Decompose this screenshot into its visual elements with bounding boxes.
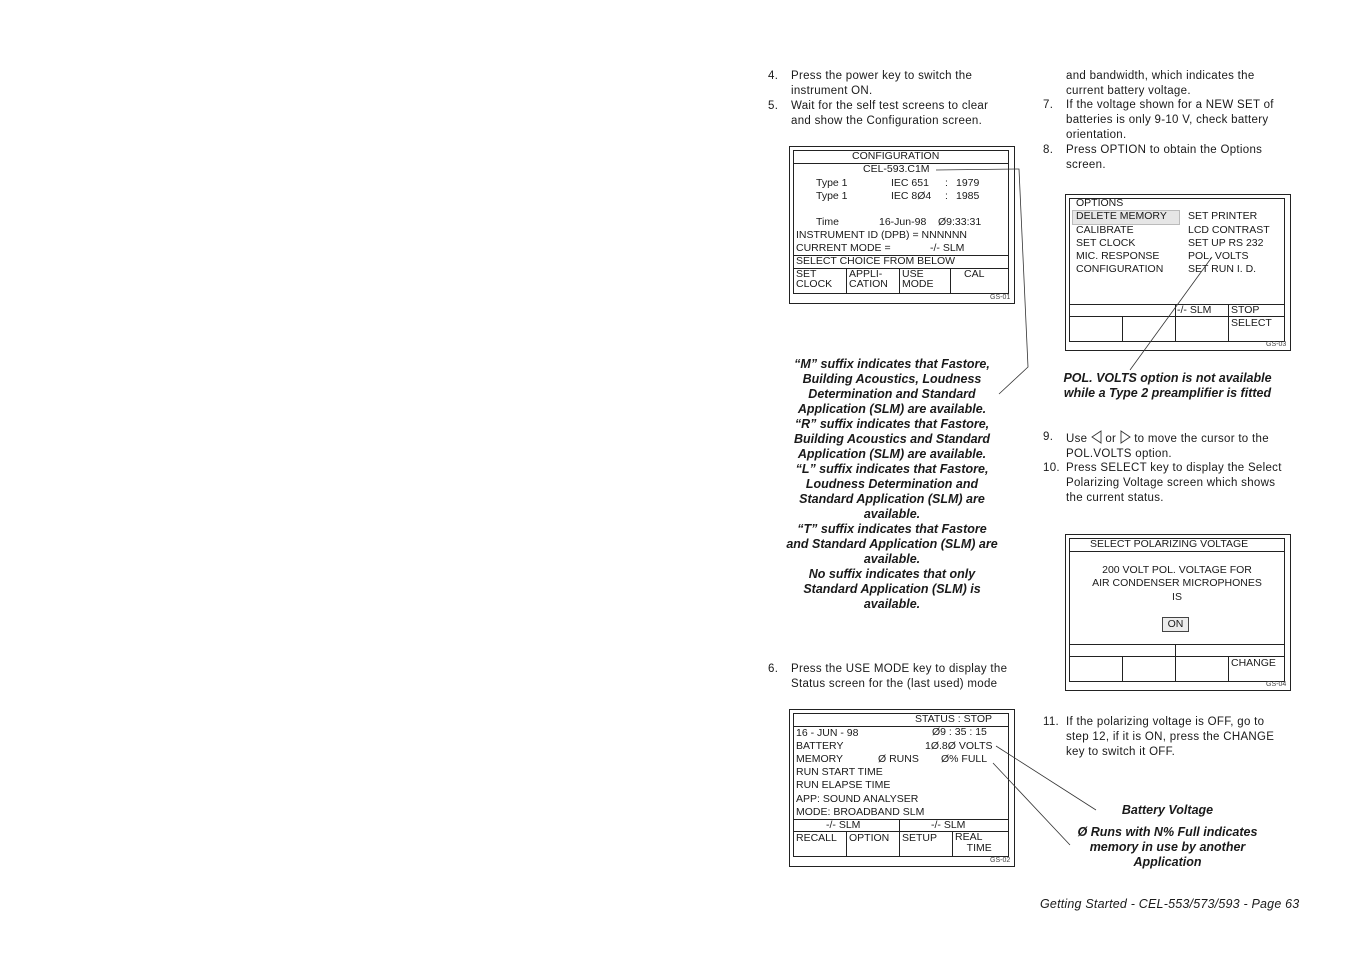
step-number: 10.	[1043, 462, 1060, 474]
instrument-id: INSTRUMENT ID (DPB) = NNNNNN	[796, 229, 968, 241]
battery-voltage-note: Battery Voltage	[1121, 803, 1214, 817]
softkey-stop[interactable]: STOP	[1231, 304, 1260, 316]
step-number: 5.	[768, 100, 779, 112]
figure-ref: GS-04	[1266, 681, 1287, 688]
option-set-clock[interactable]: SET CLOCK	[1076, 237, 1136, 249]
step-text: Press OPTION to obtain the Options screen.	[1066, 144, 1263, 171]
model-number: CEL-593.C1M	[863, 163, 930, 175]
polarizing-voltage-screen: SELECT POLARIZING VOLTAGE 200 VOLT POL. VOLTAGE FOR AIR CONDENSER MICROPHONES IS ON CHANGE GS-04	[1065, 534, 1291, 691]
step-text: If the polarizing voltage is OFF, go to step 12, if it is ON, press the CHANGE key to switch it OFF.	[1066, 716, 1275, 758]
status-title: STATUS : STOP	[915, 713, 993, 725]
options-screen: OPTIONS DELETE MEMORY CALIBRATE SET CLOCK MIC. RESPONSE CONFIGURATION SET PRINTER LCD CONTRAST SET UP RS 232 POL. VOLTS SET RUN I. D. -/- SLM STOP SELECT GS-03	[1065, 194, 1291, 351]
option-configuration[interactable]: CONFIGURATION	[1076, 263, 1164, 275]
option-calibrate[interactable]: CALIBRATE	[1076, 224, 1134, 236]
memory-full: Ø% FULL	[941, 753, 988, 765]
screen-title: OPTIONS	[1076, 197, 1124, 209]
step-text: and bandwidth, which indicates the current battery voltage.	[1066, 70, 1255, 97]
step-text: Press the power key to switch the instrument ON.	[791, 70, 973, 97]
current-mode-value: -/- SLM	[930, 242, 965, 254]
status-clock: Ø9 : 35 : 15	[932, 726, 987, 738]
softkey-recall[interactable]: RECALL	[796, 832, 837, 844]
suffix-note: “M” suffix indicates that Fastore, Building Acoustics, Loudness Determination and Standard Application (SLM) are available. “R” suffix indicates that Fastore, Building Acoustics and Standard Application (SLM) are available. “L” suffix indicates that Fastore, Loudness Determination and Standard Application (SLM) are available. “T” suffix indicates that Fastore and Standard Application (SLM) are available. No suffix indicates that only Standard Application (SLM) is available.	[786, 357, 998, 611]
option-pol-volts[interactable]: POL. VOLTS	[1188, 250, 1249, 262]
softkey-real-time[interactable]: REAL TIME	[955, 831, 992, 854]
configuration-screen: CONFIGURATION CEL-593.C1M Type 1 IEC 651 : 1979 Type 1 IEC 8Ø4 : 1985 Time 16-Jun-98 Ø9:33:31 INSTRUMENT ID (DPB) = NNNNNN CURRENT MODE = -/- SLM SELECT CHOICE FROM BELOW SET CLOCK APPLI- CATION USE MODE CAL GS-01	[789, 146, 1015, 304]
softkey-change[interactable]: CHANGE	[1231, 657, 1276, 669]
step-text: Press the USE MODE key to display the Status screen for the (last used) mode	[791, 663, 1008, 690]
step-text: If the voltage shown for a NEW SET of batteries is only 9-10 V, check battery orientation.	[1066, 99, 1274, 141]
page-footer: Getting Started - CEL-553/573/593 - Page 63	[1040, 897, 1300, 911]
screen-title: SELECT POLARIZING VOLTAGE	[1090, 538, 1249, 550]
softkey-application[interactable]: APPLI- CATION	[849, 268, 888, 290]
figure-ref: GS-03	[1266, 341, 1287, 348]
option-mic-response[interactable]: MIC. RESPONSE	[1076, 250, 1160, 262]
memory-runs: Ø RUNS	[878, 753, 919, 765]
step-number: 8.	[1043, 144, 1054, 156]
option-delete-memory[interactable]: DELETE MEMORY	[1076, 210, 1167, 222]
option-set-up-rs232[interactable]: SET UP RS 232	[1188, 237, 1264, 249]
step-text: Use or to move the cursor to the POL.VOLTS option.	[1066, 430, 1269, 462]
step-number: 4.	[768, 70, 779, 82]
status-date: 16 - JUN - 98	[796, 727, 859, 739]
pol-volts-note: POL. VOLTS option is not available while a Type 2 preamplifier is fitted	[1063, 371, 1272, 400]
figure-ref: GS-02	[990, 857, 1011, 864]
battery-voltage-value: 1Ø.8Ø VOLTS	[925, 740, 993, 752]
option-set-printer[interactable]: SET PRINTER	[1188, 210, 1258, 222]
softkey-option[interactable]: OPTION	[849, 832, 890, 844]
option-lcd-contrast[interactable]: LCD CONTRAST	[1188, 224, 1270, 236]
softkey-cal[interactable]: CAL	[964, 268, 985, 280]
step-number: 11.	[1043, 716, 1060, 728]
pol-volts-leader	[1130, 257, 1212, 370]
softkey-use-mode[interactable]: USE MODE	[902, 268, 934, 290]
runs-full-note: Ø Runs with N% Full indicates memory in use by another Application	[1077, 825, 1258, 869]
step-number: 9.	[1043, 431, 1054, 443]
status-screen: STATUS : STOP 16 - JUN - 98 Ø9 : 35 : 15 BATTERY 1Ø.8Ø VOLTS MEMORY Ø RUNS Ø% FULL RUN START TIME RUN ELAPSE TIME APP: SOUND ANALYSER MODE: BROADBAND SLM -/- SLM -/- SLM RECALL OPTION SETUP REAL TIME GS-02	[789, 709, 1015, 867]
softkey-setup[interactable]: SETUP	[902, 832, 938, 844]
softkey-select[interactable]: SELECT	[1231, 317, 1272, 329]
battery-voltage-leader	[996, 746, 1096, 810]
step-number: 6.	[768, 663, 779, 675]
step-text: Wait for the self test screens to clear and show the Configuration screen.	[791, 100, 989, 127]
polarizing-state-on: ON	[1162, 617, 1189, 632]
figure-ref: GS-01	[990, 294, 1011, 301]
memory-runs-leader	[993, 763, 1070, 845]
step-text: Press SELECT key to display the Select Polarizing Voltage screen which shows the current status.	[1066, 462, 1282, 504]
option-set-run-id[interactable]: SET RUN I. D.	[1188, 263, 1257, 275]
screen-title: CONFIGURATION	[852, 150, 940, 162]
step-number: 7.	[1043, 99, 1054, 111]
model-suffix-leader	[936, 169, 1028, 394]
softkey-set-clock[interactable]: SET CLOCK	[796, 268, 833, 290]
